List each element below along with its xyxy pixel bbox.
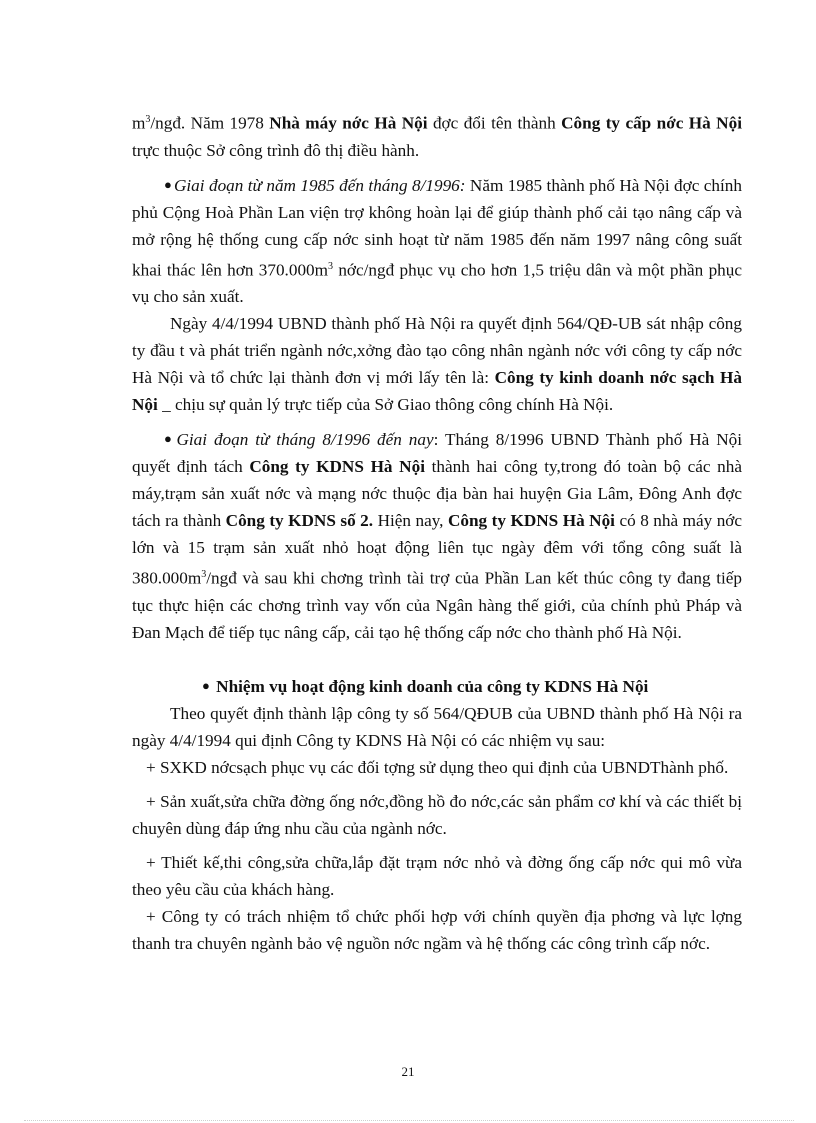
paragraph-company-rename: $m^3$/ngđ. Năm 1978 Nhà máy nớc Hà Nội đợc đổi tên thành Công ty cấp nớc Hà Nội trực thuộc Sở công trình đô thị điều hành. — [132, 113, 742, 160]
page-number: 21 — [401, 1064, 415, 1079]
page-bottom-divider — [24, 1120, 794, 1121]
duty-item: + SXKD nớcsạch phục vụ các đối tợng sử dụng theo qui định của UBNDThành phố. — [146, 758, 729, 778]
paragraph-merger-1994: Ngày 4/4/1994 UBND thành phố Hà Nội ra quyết định 564/QĐ-UB sát nhập công ty đầu t và phát triển ngành nớc,xởng đào tạo công nhân ngành nớc với công ty cấp nớc Hà Nội và tổ chức lại thành đơn vị mới lấy tên là: Công ty kinh doanh nớc sạch Hà Nội _ chịu sự quản lý trực tiếp của Sở Giao thông công chính Hà Nội. — [132, 314, 743, 415]
duty-item: + Công ty có trách nhiệm tổ chức phối hợp với chính quyền địa phơng và lực lợng thanh tra chuyên ngành bảo vệ nguồn nớc ngầm và hệ thống các công trình cấp nớc. — [132, 907, 742, 954]
bullet-period-1985-1996: ● Giai đoạn từ năm 1985 đến tháng 8/1996: Năm 1985 thành phố Hà Nội đợc chính phủ Cộng Hoà Phần Lan viện trợ không hoàn lại để giúp thành phố cải tạo nâng cấp và mở rộng hệ thống cung cấp nớc sinh hoạt từ năm 1985 đến năm 1997 nâng công suất khai thác lên hơn $370.000m^3$ nớc/ngđ phục vụ cho hơn 1,5 triệu dân và một phần phục vụ cho sản xuất. — [132, 175, 742, 307]
paragraph-duties-intro: Theo quyết định thành lập công ty số 564/QĐUB của UBND thành phố Hà Nội ra ngày 4/4/1994 qui định Công ty KDNS Hà Nội có các nhiệm vụ sau: — [132, 704, 742, 751]
bullet-icon: ● — [202, 678, 210, 694]
bullet-icon: ● — [164, 176, 172, 192]
duty-item: + Thiết kế,thi công,sửa chữa,lắp đặt trạm nớc nhỏ và đờng ống cấp nớc qui mô vừa theo yêu cầu của khách hàng. — [132, 853, 742, 900]
bullet-icon: ● — [164, 431, 175, 447]
bullet-period-1996-now: ● Giai đoạn từ tháng 8/1996 đến nay: Tháng 8/1996 UBND Thành phố Hà Nội quyết định tách Công ty KDNS Hà Nội thành hai công ty,trong đó toàn bộ các nhà máy,trạm sản xuất nớc và mạng nớc thuộc địa bàn hai huyện Gia Lâm, Đông Anh đợc tách ra thành Công ty KDNS số 2. Hiện nay, Công ty KDNS Hà Nội có 8 nhà máy nớc lớn và 15 trạm sản xuất nhỏ hoạt động liên tục ngày đêm với tổng công suất là $380.000m^3$/ngđ và sau khi chơng trình tài trợ của Phần Lan kết thúc công ty đang tiếp tục thực hiện các chơng trình vay vốn của Ngân hàng thế giới, của chính phủ Pháp và Đan Mạch để tiếp tục nâng cấp, cải tạo hệ thống cấp nớc cho thành phố Hà Nội. — [132, 430, 742, 643]
section-heading: ● Nhiệm vụ hoạt động kinh doanh của công ty KDNS Hà Nội — [202, 677, 649, 697]
duty-item: + Sản xuất,sửa chữa đờng ống nớc,đồng hồ đo nớc,các sản phẩm cơ khí và các thiết bị chuyên dùng đáp ứng nhu cầu của ngành nớc. — [132, 792, 742, 839]
document-page — [132, 106, 742, 957]
